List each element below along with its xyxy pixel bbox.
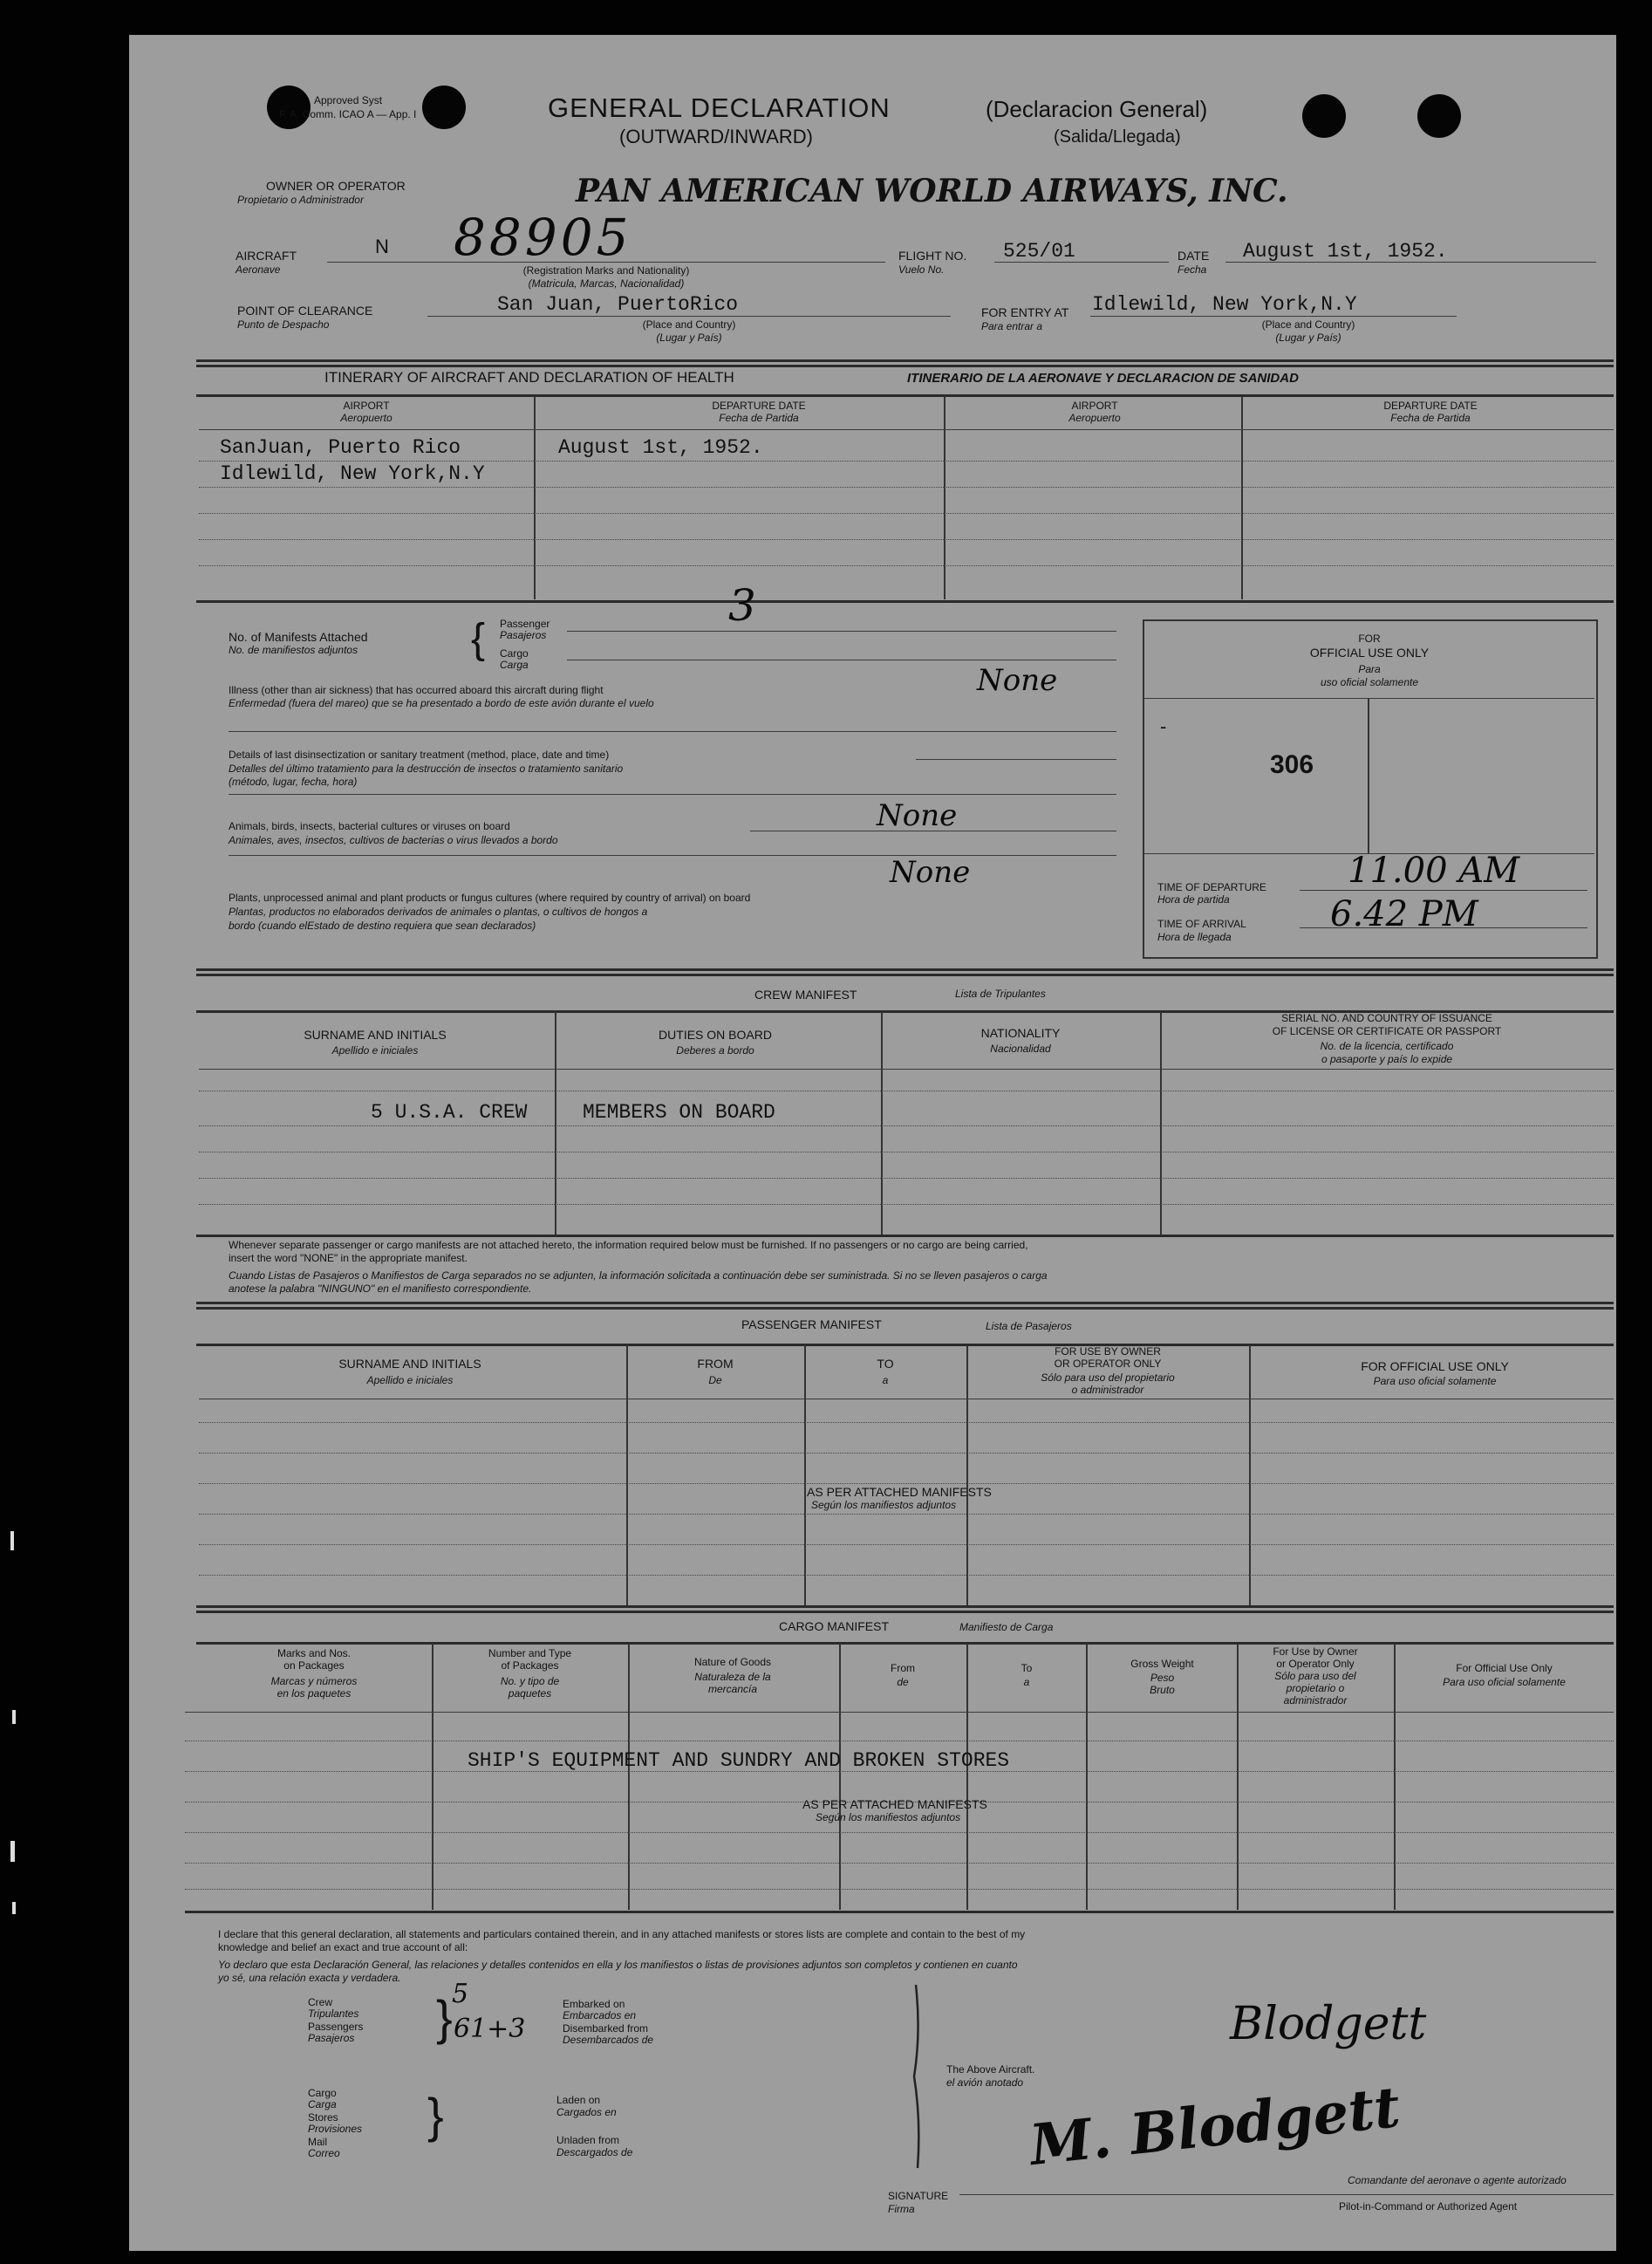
- pax-total-label: Passengers: [308, 2021, 364, 2033]
- note-es: Cuando Listas de Pasajeros o Manifiestos de Carga separados no se adjunten, la información solicitada a continuación debe ser suministrada. Si no se lleven pasajeros o carga: [229, 1269, 1048, 1282]
- owner-label: OWNER OR OPERATOR: [266, 179, 406, 193]
- cargo-col-number-es: paquetes: [508, 1687, 552, 1700]
- pilot-name: Blodgett: [1230, 1998, 1427, 2050]
- stores-total-label: Stores: [308, 2111, 338, 2124]
- manifests-count: 3: [728, 580, 756, 631]
- pax-col-owner-es: Sólo para uso del propietario: [1041, 1371, 1175, 1384]
- owner-name: PAN AMERICAN WORLD AIRWAYS, INC.: [576, 173, 1288, 209]
- above-aircraft-label: The Above Aircraft.: [946, 2063, 1035, 2076]
- declaration-en: knowledge and belief an exact and true account of all:: [218, 1941, 468, 1953]
- cargo-col-from: From: [891, 1662, 915, 1674]
- cargo-title-es: Manifiesto de Carga: [959, 1621, 1054, 1633]
- signer-role: Pilot-in-Command or Authorized Agent: [1339, 2200, 1518, 2213]
- cargo-col-marks-es: Marcas y números: [270, 1675, 358, 1687]
- edge-mark: [10, 1841, 15, 1862]
- arrival-label-es: Hora de llegada: [1157, 931, 1232, 943]
- crew-total-label-es: Tripulantes: [308, 2008, 359, 2020]
- illness-label-es: Enfermedad (fuera del mareo) que se ha presentado a bordo de este avión durante el vuelo: [229, 697, 654, 709]
- plants-value: None: [890, 855, 971, 890]
- crew-col-nationality-es: Nacionalidad: [990, 1043, 1051, 1055]
- flight-label-es: Vuelo No.: [898, 263, 945, 276]
- laden-label: Laden on: [556, 2094, 601, 2106]
- cargo-total-label-es: Carga: [308, 2098, 337, 2110]
- cargo-col-weight: Gross Weight: [1130, 1658, 1194, 1670]
- cargo-total-label: Cargo: [308, 2087, 337, 2099]
- carga-word: Carga: [500, 659, 529, 671]
- crew-entry: MEMBERS ON BOARD: [583, 1101, 775, 1124]
- pax-col-official: FOR OFFICIAL USE ONLY: [1361, 1359, 1509, 1373]
- approved-line: F. A. Comm. ICAO A — App. I: [279, 108, 417, 120]
- entry-label: FOR ENTRY AT: [981, 305, 1069, 319]
- pax-col-from: FROM: [697, 1357, 734, 1371]
- entry-sub: (Place and Country): [1261, 318, 1355, 331]
- cargo-col-official-es: Para uso oficial solamente: [1443, 1676, 1566, 1688]
- form-title-es: (Declaracion General): [986, 96, 1208, 122]
- declaration-es: yo sé, una relación exacta y verdadera.: [218, 1972, 401, 1984]
- pax-col-from-es: De: [708, 1374, 722, 1386]
- crew-count: 5: [452, 1979, 469, 2009]
- clearance-sub-es: (Lugar y País): [656, 332, 722, 344]
- crew-col-duties-es: Deberes a bordo: [676, 1044, 754, 1057]
- crew-col-serial-es: No. de la licencia, certificado: [1320, 1040, 1454, 1052]
- itin-col-date: DEPARTURE DATE: [712, 400, 806, 412]
- cargo-col-number: Number and Type: [488, 1647, 572, 1659]
- cargo-stamp-es: Según los manifiestos adjuntos: [816, 1811, 961, 1823]
- clearance-value: San Juan, PuertoRico: [497, 293, 739, 316]
- embarked-label-es: Embarcados en: [563, 2009, 637, 2021]
- itin-col-date-es: Fecha de Partida: [1390, 412, 1471, 424]
- cargo-col-marks: Marks and Nos.: [276, 1647, 352, 1659]
- cargo-col-number-es: No. y tipo de: [500, 1675, 560, 1687]
- departure-label: TIME OF DEPARTURE: [1157, 881, 1266, 893]
- plants-label: Plants, unprocessed animal and plant products or fungus cultures (where required by country of arrival) on board: [229, 892, 751, 904]
- declaration-es: Yo declaro que esta Declaración General, las relaciones y detalles contenidos en ella y los manifiestos o listas de provisiones adjuntos son completos y contienen en cuanto: [218, 1959, 1018, 1971]
- disinsect-label-es2: (método, lugar, fecha, hora): [229, 776, 358, 788]
- pax-col-to-es: a: [882, 1374, 889, 1386]
- pax-col-owner: OR OPERATOR ONLY: [1054, 1358, 1162, 1370]
- cargo-col-to-es: a: [1023, 1676, 1030, 1688]
- animals-label-es: Animales, aves, insectos, cultivos de bacterias o virus llevados a bordo: [229, 834, 558, 846]
- aircraft-sub-es: (Matricula, Marcas, Nacionalidad): [528, 277, 685, 290]
- mail-total-label-es: Correo: [308, 2147, 340, 2159]
- cargo-col-weight-es: Peso: [1150, 1672, 1175, 1684]
- itin-col-date: DEPARTURE DATE: [1383, 400, 1478, 412]
- pilot-signature: M. Blodgett: [1027, 2074, 1403, 2179]
- itin-col-airport-es: Aeropuerto: [340, 412, 393, 424]
- entry-label-es: Para entrar a: [981, 320, 1043, 332]
- cargo-stamp: AS PER ATTACHED MANIFESTS: [802, 1797, 987, 1811]
- note-en: Whenever separate passenger or cargo manifests are not attached hereto, the information required below must be furnished. If no passengers or no cargo are being carried,: [229, 1239, 1028, 1251]
- animals-value: None: [877, 798, 958, 833]
- disembarked-label: Disembarked from: [563, 2022, 649, 2035]
- note-es: anotese la palabra "NINGUNO" en el manifiesto correspondiente.: [229, 1282, 532, 1295]
- manifests-label-es: No. de manifiestos adjuntos: [229, 644, 358, 656]
- crew-title: CREW MANIFEST: [754, 988, 857, 1002]
- unladen-label: Unladen from: [556, 2134, 620, 2146]
- cargo-col-nature: Nature of Goods: [693, 1656, 772, 1668]
- stamp-number: 306: [1270, 750, 1314, 779]
- pax-count: 61+3: [454, 2014, 526, 2044]
- punch-hole: [1417, 94, 1461, 138]
- punch-hole: [1302, 94, 1346, 138]
- passenger-word: Passenger: [500, 618, 550, 630]
- crew-col-surname-es: Apellido e iniciales: [331, 1044, 419, 1057]
- pasajeros-word: Pasajeros: [500, 629, 547, 641]
- entry-value: Idlewild, New York,N.Y: [1092, 293, 1357, 316]
- laden-label-es: Cargados en: [556, 2106, 617, 2118]
- itinerary-title-es: ITINERARIO DE LA AERONAVE Y DECLARACION DE SANIDAD: [907, 371, 1299, 386]
- crew-col-surname: SURNAME AND INITIALS: [304, 1028, 447, 1042]
- flight-number: 525/01: [1003, 240, 1075, 263]
- flight-date: August 1st, 1952.: [1243, 240, 1448, 263]
- passenger-title: PASSENGER MANIFEST: [741, 1317, 882, 1331]
- cargo-col-weight-es: Bruto: [1150, 1684, 1175, 1696]
- pax-col-official-es: Para uso oficial solamente: [1373, 1375, 1497, 1387]
- itin-date-1: August 1st, 1952.: [558, 436, 763, 459]
- aircraft-sub: (Registration Marks and Nationality): [522, 264, 690, 277]
- clearance-label: POINT OF CLEARANCE: [237, 304, 373, 318]
- aircraft-label-es: Aeronave: [236, 263, 281, 276]
- aircraft-label: AIRCRAFT: [236, 249, 297, 263]
- cargo-col-number: of Packages: [501, 1659, 559, 1672]
- cargo-col-owner-es: administrador: [1283, 1694, 1348, 1707]
- aircraft-prefix: N: [375, 236, 389, 257]
- itinerary-title: ITINERARY OF AIRCRAFT AND DECLARATION OF HEALTH: [324, 369, 734, 386]
- edge-mark: [12, 1902, 16, 1914]
- pax-col-surname: SURNAME AND INITIALS: [338, 1357, 481, 1371]
- stores-total-label-es: Provisiones: [308, 2123, 363, 2135]
- cargo-col-from-es: de: [897, 1676, 909, 1688]
- date-label: DATE: [1178, 249, 1210, 263]
- arrival-time: 6.42 PM: [1330, 894, 1478, 934]
- crew-col-nationality: NATIONALITY: [980, 1026, 1061, 1040]
- pax-stamp-es: Según los manifiestos adjuntos: [811, 1499, 957, 1511]
- cargo-col-to: To: [1021, 1662, 1033, 1674]
- outward-inward: (OUTWARD/INWARD): [619, 126, 813, 147]
- salida-llegada: (Salida/Llegada): [1054, 127, 1181, 147]
- cargo-col-official: For Official Use Only: [1456, 1662, 1553, 1674]
- itin-airport-1: SanJuan, Puerto Rico: [220, 436, 461, 459]
- clearance-sub: (Place and Country): [642, 318, 736, 331]
- owner-label-es: Propietario o Administrador: [237, 194, 364, 206]
- itin-airport-2: Idlewild, New York,N.Y: [220, 462, 485, 485]
- signature-bracket: [907, 1980, 933, 2172]
- cargo-col-marks: on Packages: [283, 1659, 345, 1672]
- clearance-label-es: Punto de Despacho: [237, 318, 330, 331]
- pax-col-owner: FOR USE BY OWNER: [1055, 1345, 1161, 1358]
- mail-total-label: Mail: [308, 2136, 328, 2148]
- passenger-title-es: Lista de Pasajeros: [986, 1320, 1072, 1332]
- official-title-es: Para: [1358, 663, 1381, 675]
- edge-mark: [10, 1531, 14, 1550]
- entry-sub-es: (Lugar y País): [1275, 332, 1341, 344]
- arrival-label: TIME OF ARRIVAL: [1157, 918, 1246, 930]
- flight-label: FLIGHT NO.: [898, 249, 967, 263]
- pax-col-to: TO: [877, 1357, 894, 1371]
- crew-col-serial: SERIAL NO. AND COUNTRY OF ISSUANCE: [1281, 1012, 1492, 1024]
- disinsect-label-es: Detalles del último tratamiento para la destrucción de insectos o tratamiento sanitario: [229, 763, 624, 775]
- pax-total-label-es: Pasajeros: [308, 2032, 355, 2044]
- signature-label-es: Firma: [888, 2203, 915, 2215]
- cargo-col-owner-es: propietario o: [1286, 1682, 1345, 1694]
- departure-time: 11.00 AM: [1348, 851, 1520, 891]
- itin-col-airport-es: Aeropuerto: [1068, 412, 1121, 424]
- pax-stamp: AS PER ATTACHED MANIFESTS: [807, 1485, 992, 1499]
- crew-col-serial: OF LICENSE OR CERTIFICATE OR PASSPORT: [1272, 1025, 1502, 1037]
- pax-col-surname-es: Apellido e iniciales: [366, 1374, 454, 1386]
- crew-title-es: Lista de Tripulantes: [955, 988, 1046, 1000]
- punch-hole: [422, 85, 466, 129]
- disembarked-label-es: Desembarcados de: [563, 2034, 654, 2046]
- pax-col-owner-es: o administrador: [1071, 1384, 1144, 1396]
- cargo-title: CARGO MANIFEST: [779, 1619, 890, 1633]
- unladen-label-es: Descargados de: [556, 2146, 633, 2158]
- plants-label-es2: bordo (cuando elEstado de destino requiera que sean declarados): [229, 920, 536, 932]
- crew-entry: 5 U.S.A. CREW: [371, 1101, 528, 1124]
- embarked-label: Embarked on: [563, 1998, 625, 2010]
- crew-col-duties: DUTIES ON BOARD: [659, 1028, 772, 1042]
- disinsect-label: Details of last disinsectization or sanitary treatment (method, place, date and time): [229, 749, 610, 761]
- aircraft-number: 88905: [454, 208, 632, 267]
- cargo-word: Cargo: [500, 647, 529, 660]
- signature-label: SIGNATURE: [888, 2190, 949, 2202]
- cargo-col-owner-es: Sólo para uso del: [1274, 1670, 1356, 1682]
- official-dash: -: [1160, 715, 1167, 737]
- itin-col-date-es: Fecha de Partida: [719, 412, 799, 424]
- official-title: OFFICIAL USE ONLY: [1309, 646, 1430, 660]
- illness-value: None: [977, 663, 1058, 698]
- itin-col-airport: AIRPORT: [343, 400, 390, 412]
- form-title: GENERAL DECLARATION: [548, 92, 891, 123]
- above-aircraft-label-es: el avión anotado: [946, 2076, 1024, 2089]
- approved-line: Approved Syst: [314, 94, 383, 106]
- edge-mark: [12, 1710, 16, 1724]
- cargo-col-owner: or Operator Only: [1276, 1658, 1355, 1670]
- plants-label-es: Plantas, productos no elaborados derivados de animales o plantas, o cultivos de hongos a: [229, 906, 648, 918]
- signer-role-es: Comandante del aeronave o agente autorizado: [1348, 2174, 1567, 2186]
- official-title-es: uso oficial solamente: [1320, 676, 1419, 688]
- note-en: insert the word "NONE" in the appropriate manifest.: [229, 1252, 468, 1264]
- manifests-label: No. of Manifests Attached: [229, 630, 368, 644]
- crew-col-serial-es: o pasaporte y país lo expide: [1321, 1053, 1453, 1065]
- cargo-col-nature-es: Naturaleza de la: [694, 1671, 771, 1683]
- cargo-col-marks-es: en los paquetes: [276, 1687, 352, 1700]
- itin-col-airport: AIRPORT: [1071, 400, 1118, 412]
- departure-label-es: Hora de partida: [1157, 893, 1230, 906]
- cargo-col-owner: For Use by Owner: [1273, 1645, 1358, 1658]
- cargo-col-nature-es: mercancía: [707, 1683, 758, 1695]
- declaration-form: [129, 35, 1616, 2251]
- cargo-entry: SHIP'S EQUIPMENT AND SUNDRY AND BROKEN STORES: [468, 1749, 1010, 1772]
- illness-label: Illness (other than air sickness) that has occurred aboard this aircraft during flight: [229, 684, 604, 696]
- punch-hole: [267, 85, 311, 129]
- animals-label: Animals, birds, insects, bacterial cultures or viruses on board: [229, 820, 510, 832]
- date-label-es: Fecha: [1178, 263, 1207, 276]
- official-title: FOR: [1358, 633, 1381, 645]
- declaration-en: I declare that this general declaration, all statements and particulars contained therein, and in any attached manifests or stores lists are complete and contain to the best of my: [218, 1928, 1026, 1940]
- crew-total-label: Crew: [308, 1996, 333, 2008]
